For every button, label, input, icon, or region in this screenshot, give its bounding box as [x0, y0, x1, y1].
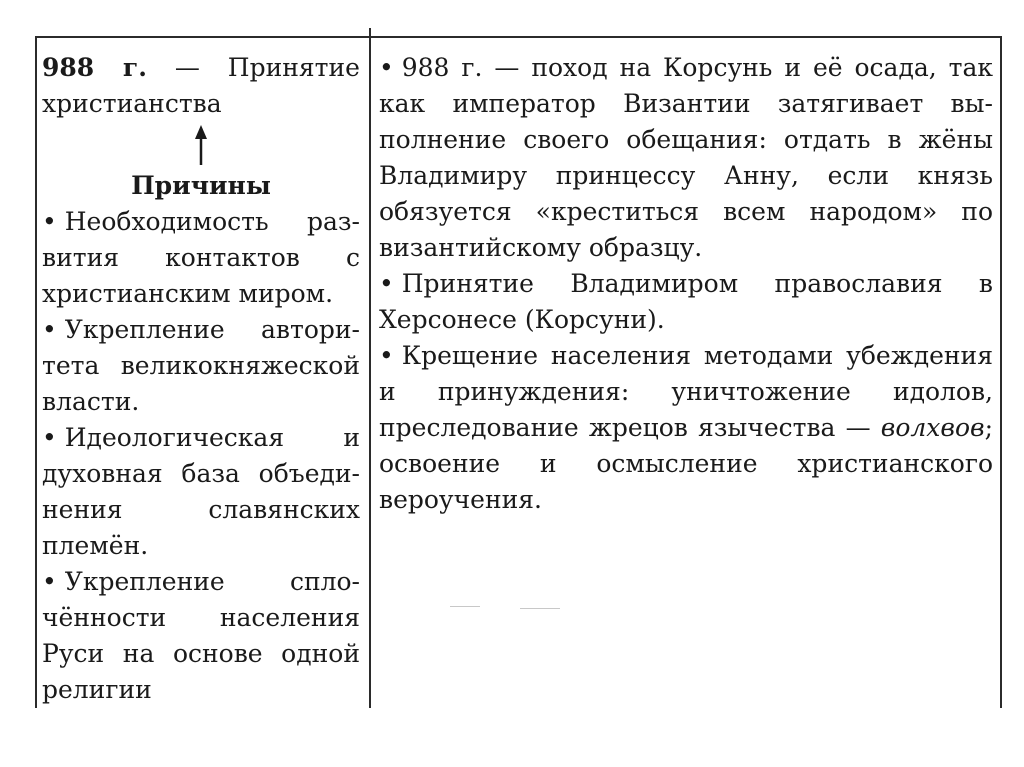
left-column	[42, 50, 360, 708]
table-border-left	[35, 36, 37, 708]
reason-item: • Необходимость развития контактов с христианским миром.	[42, 207, 360, 308]
detail-item: • 988 г. — поход на Корсунь и её осада, так как император Византии затягивает выполнение своего обещания: отдать в жёны Владимиру принцессу Анну, если князь обязуется «креститься всем народом» по византийскому образцу.	[379, 53, 993, 262]
detail-item: • Крещение населения методами убеждения и принуждения: уничтожение идолов, преследование жрецов язычества — волхвов; освоение и осмысление христианского вероучения.	[379, 341, 993, 514]
table-border-middle	[369, 28, 371, 708]
reason-item: • Укрепление авторитета великокняжеской власти.	[42, 315, 360, 416]
reason-item: • Укрепление сплочённости населения Руси на основе одной религии	[42, 567, 360, 704]
arrow-up-icon	[191, 125, 211, 165]
italic-term: волхвов	[880, 413, 985, 442]
reason-item: • Идеологическая и духовная база объединения славянских племён.	[42, 423, 360, 560]
event-title	[42, 50, 360, 86]
detail-item: • Принятие Владимиром православия в Херсонесе (Корсуни).	[379, 269, 993, 334]
event-dash: —	[174, 53, 200, 82]
right-column	[379, 50, 993, 518]
scan-artifact	[520, 608, 560, 609]
table-border-right	[1000, 36, 1002, 708]
scan-artifact	[450, 606, 480, 607]
arrow-container	[42, 122, 360, 168]
event-year: 988 г.	[42, 53, 147, 82]
event-title-line1: Принятие	[227, 53, 360, 82]
reasons-heading: Причины	[131, 171, 271, 200]
event-title-line2: христианства	[42, 89, 222, 118]
table-border-top	[35, 36, 1002, 38]
